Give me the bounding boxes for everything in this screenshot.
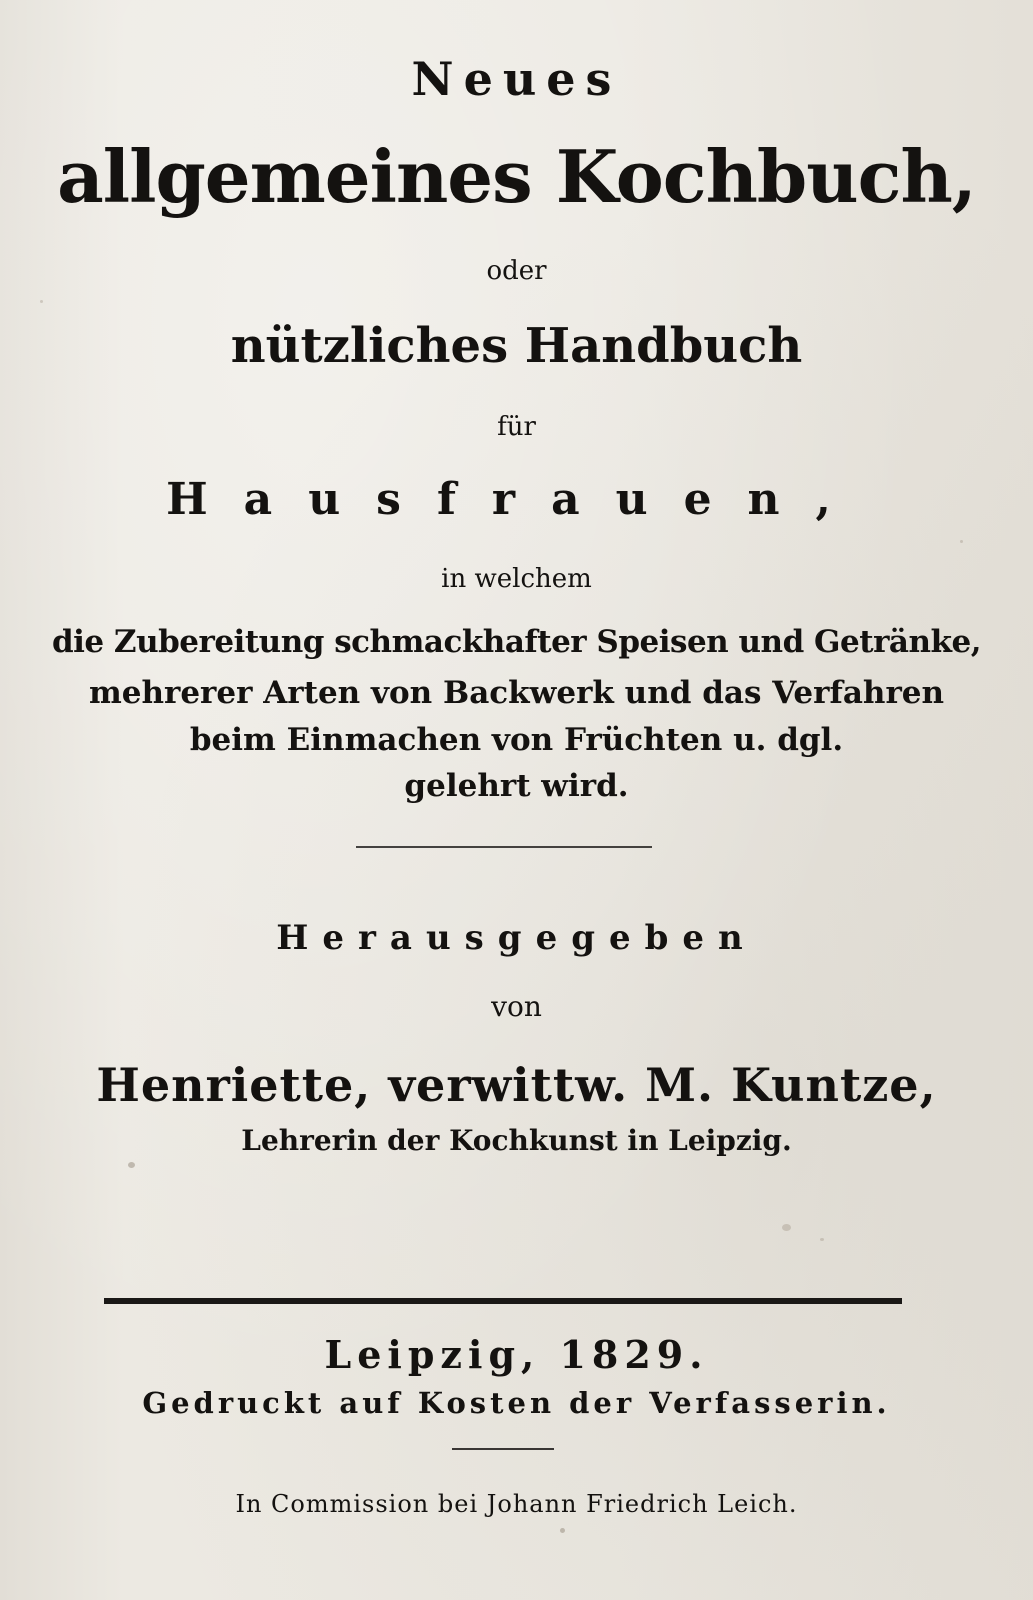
heavy-rule xyxy=(104,1298,902,1304)
audience-title: Hausfrauen, xyxy=(166,474,867,525)
title-line-neues: Neues xyxy=(411,52,622,106)
paper-speck xyxy=(128,1162,135,1168)
phrase-in-welchem: in welchem xyxy=(441,564,592,594)
preposition-von: von xyxy=(491,990,542,1023)
paper-speck xyxy=(40,300,43,303)
commission-note: In Commission bei Johann Friedrich Leich. xyxy=(235,1490,798,1518)
printing-note: Gedruckt auf Kosten der Verfasserin. xyxy=(142,1386,891,1420)
separator-rule-1 xyxy=(356,846,652,848)
description-line-3: beim Einmachen von Früchten u. dgl. xyxy=(189,722,844,758)
place-and-year: Leipzig, 1829. xyxy=(324,1332,709,1377)
preposition-fuer: für xyxy=(497,412,536,442)
subtitle: nützliches Handbuch xyxy=(230,318,803,374)
description-line-2: mehrerer Arten von Backwerk und das Verfahren xyxy=(88,675,945,711)
paper-speck xyxy=(560,1528,565,1533)
description-line-1: die Zubereitung schmackhafter Speisen und Getränke, xyxy=(51,624,982,660)
paper-speck xyxy=(820,1238,824,1241)
paper-speck xyxy=(960,540,963,543)
conjunction-oder: oder xyxy=(486,256,547,286)
author-name: Henriette, verwittw. M. Kuntze, xyxy=(96,1058,937,1112)
paper-speck xyxy=(782,1224,791,1231)
separator-rule-2 xyxy=(452,1448,554,1450)
main-title: allgemeines Kochbuch, xyxy=(57,134,976,219)
published-by-label: Herausgegeben xyxy=(276,918,757,958)
description-line-4: gelehrt wird. xyxy=(404,768,629,804)
author-title: Lehrerin der Kochkunst in Leipzig. xyxy=(241,1124,792,1157)
